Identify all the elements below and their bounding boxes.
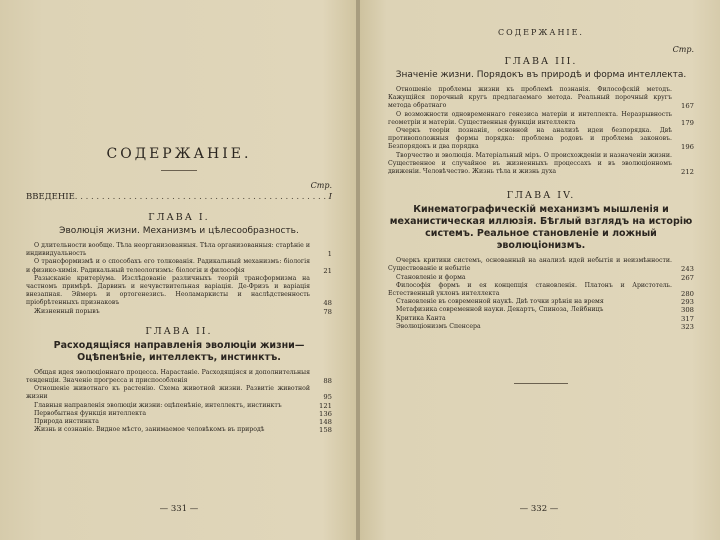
entry-text: Метафизика современной науки. Декартъ, Спиноза, Лейбницъ: [396, 306, 604, 314]
leader-dots: [75, 192, 329, 202]
toc-entry[interactable]: [26, 410, 332, 418]
heading-rule: [161, 170, 197, 171]
toc-entry[interactable]: [388, 86, 694, 111]
toc-entry[interactable]: [388, 152, 694, 177]
toc-entry[interactable]: [388, 323, 694, 331]
entry-text: Очеркъ критики системъ, основанный на анализѣ идей небытія и неизмѣнности. Существованіе и небытіе: [388, 257, 672, 273]
intro-page: I: [328, 192, 332, 202]
entry-text: Разысканіе критерiума. Изслѣдованіе различныхъ теорій трансформизма на частномъ примѣрѣ. Дарвинъ и нечувствительная варіація. Де-Фризъ и варіація внезапная. Эймеръ и ортогенезисъ. Неоламаркисты и наслѣдственность пріобрѣтенныхъ признаковъ: [26, 274, 310, 307]
entry-text: Очеркъ теоріи познанія, основной на анализѣ идеи безпорядка. Двѣ противоположныя формы порядка: проблема родовъ и проблема законовъ. Безпорядокъ и два порядка: [388, 127, 672, 151]
toc-entry[interactable]: [26, 426, 332, 434]
page-column-label: Стр.: [310, 181, 332, 190]
entry-page: 323: [681, 322, 694, 331]
entry-page: 179: [681, 118, 694, 127]
page-331: [0, 0, 358, 540]
chapter-3: [388, 56, 694, 176]
entry-page: 136: [319, 409, 332, 418]
book-gutter: [356, 0, 360, 540]
entry-page: 308: [681, 306, 694, 315]
contents-heading: СОДЕРЖАНІЕ.: [106, 146, 252, 162]
entry-page: 48: [323, 299, 332, 308]
entry-text: Философія формъ и ея концепція становленія. Платонъ и Аристотель. Естественный уклонъ интеллекта: [388, 281, 672, 298]
page-number: — 331 —: [159, 504, 199, 514]
entry-text: Становленіе и форма: [396, 273, 466, 281]
chapter-label: ГЛАВА IV.: [506, 190, 576, 202]
entry-page: 121: [319, 401, 332, 410]
toc-entry[interactable]: [388, 282, 694, 298]
entry-page: 196: [681, 143, 694, 152]
end-rule: [514, 383, 568, 384]
entry-text: О длительности вообще. Тѣла неорганизованныя. Тѣла организованныя: старѣніе и индивидуальность: [26, 242, 310, 258]
toc-entry[interactable]: [388, 274, 694, 282]
entry-text: Эволюціонизмъ Спенсера: [396, 322, 481, 330]
entry-page: 293: [681, 298, 694, 307]
chapter-title[interactable]: Расходящіяся направленія эволюціи жизни—Оцѣпенѣніе, интеллектъ, инстинктъ.: [53, 339, 305, 363]
entry-page: 88: [323, 377, 332, 386]
toc-entry[interactable]: [388, 306, 694, 314]
entry-text: Отношеніе проблемы жизни къ проблемѣ познанія. Философскій методъ. Кажущійся порочный кругъ предлагаемаго метода. Реальный порочный кругъ метода обратнаго: [388, 86, 672, 110]
chapter-1: [26, 212, 332, 316]
entry-text: Критика Канта: [396, 314, 446, 322]
entry-page: 21: [323, 266, 332, 275]
entry-text: Жизненный порывъ: [34, 307, 100, 315]
toc-entry[interactable]: [26, 402, 332, 410]
toc-entry[interactable]: [388, 298, 694, 306]
intro-label: ВВЕДЕНІЕ: [26, 192, 75, 202]
toc-entry[interactable]: [388, 257, 694, 273]
chapter-label: ГЛАВА II.: [145, 325, 213, 337]
entry-text: О трансформизмѣ и о способахъ его толкованія. Радикальный механизмъ: біологія и физико-химія. Радикальный телеологизмъ: біологія и философія: [26, 258, 310, 274]
running-head: СОДЕРЖАНІЕ.: [498, 28, 584, 37]
toc-entry[interactable]: [26, 308, 332, 316]
entry-text: Природа инстинкта: [34, 418, 99, 426]
entry-text: О возможности одновременнаго генезиса матеріи и интеллекта. Неразрывность геометріи и матеріи. Существенныя функціи интеллекта: [388, 110, 672, 126]
entry-text: Становленіе въ современной наукѣ. Двѣ точки зрѣнія на время: [396, 298, 604, 306]
entry-page: 167: [681, 102, 694, 111]
entry-text: Главныя направленія эволюціи жизни: оцѣпенѣніе, интеллектъ, инстинктъ: [34, 401, 282, 409]
entry-page: 78: [323, 307, 332, 316]
entry-text: Жизнь и сознаніе. Видное мѣсто, занимаемое человѣкомъ въ природѣ: [34, 426, 265, 434]
entry-text: Творчество и эволюція. Матеріальный міръ. О происхожденіи и назначеніи жизни. Существенное и случайное въ жизненныхъ процессахъ и въ эволюціонномъ движеніи. Человѣчество. Жизнь тѣла и жизнь духа: [388, 151, 672, 176]
toc-entry[interactable]: [388, 127, 694, 152]
entry-text: Общая идея эволюціоннаго процесса. Нарастаніе. Расходящiяся и дополнительныя тенденціи. Значеніе прогресса и приспособленія: [26, 368, 310, 385]
page-number: — 332 —: [519, 504, 559, 514]
entry-text: Первобытная функція интеллекта: [34, 409, 147, 417]
toc-entry[interactable]: [26, 418, 332, 426]
entry-page: 1: [327, 250, 332, 259]
chapter-title[interactable]: Значеніе жизни. Порядокъ въ природѣ и форма интеллекта.: [395, 70, 687, 80]
page-column-label: Стр.: [672, 45, 694, 54]
entry-page: 243: [681, 265, 694, 274]
entry-page: 280: [681, 290, 694, 299]
entry-page: 95: [323, 393, 332, 402]
toc-entry[interactable]: [26, 369, 332, 385]
page-332: [358, 0, 720, 540]
chapter-4: [388, 190, 694, 331]
entry-page: 148: [319, 418, 332, 427]
entry-text: Отношеніе животнаго къ растенію. Схема животной жизни. Развитіе животной жизни: [26, 385, 310, 401]
toc-entry[interactable]: [26, 385, 332, 401]
chapter-label: ГЛАВА III.: [504, 56, 578, 67]
entry-page: 212: [681, 168, 694, 177]
toc-entry[interactable]: [388, 111, 694, 127]
chapter-title[interactable]: Кинематографическій механизмъ мышленія и механистическая иллюзія. Бѣглый взглядъ на исторію системъ. Реальное становленіе и ложный эволюціонизмъ.: [389, 204, 693, 252]
toc-entry[interactable]: [388, 315, 694, 323]
toc-entry[interactable]: [26, 275, 332, 308]
toc-entry[interactable]: [26, 242, 332, 258]
toc-entry-introduction[interactable]: [26, 192, 332, 202]
toc-entry[interactable]: [26, 258, 332, 274]
chapter-label: ГЛАВА I.: [148, 212, 210, 223]
entry-page: 317: [681, 314, 694, 323]
chapter-2: [26, 326, 332, 435]
chapter-title[interactable]: Эволюція жизни. Механизмъ и цѣлесообразность.: [59, 226, 299, 236]
entry-page: 267: [681, 273, 694, 282]
entry-page: 158: [319, 426, 332, 435]
